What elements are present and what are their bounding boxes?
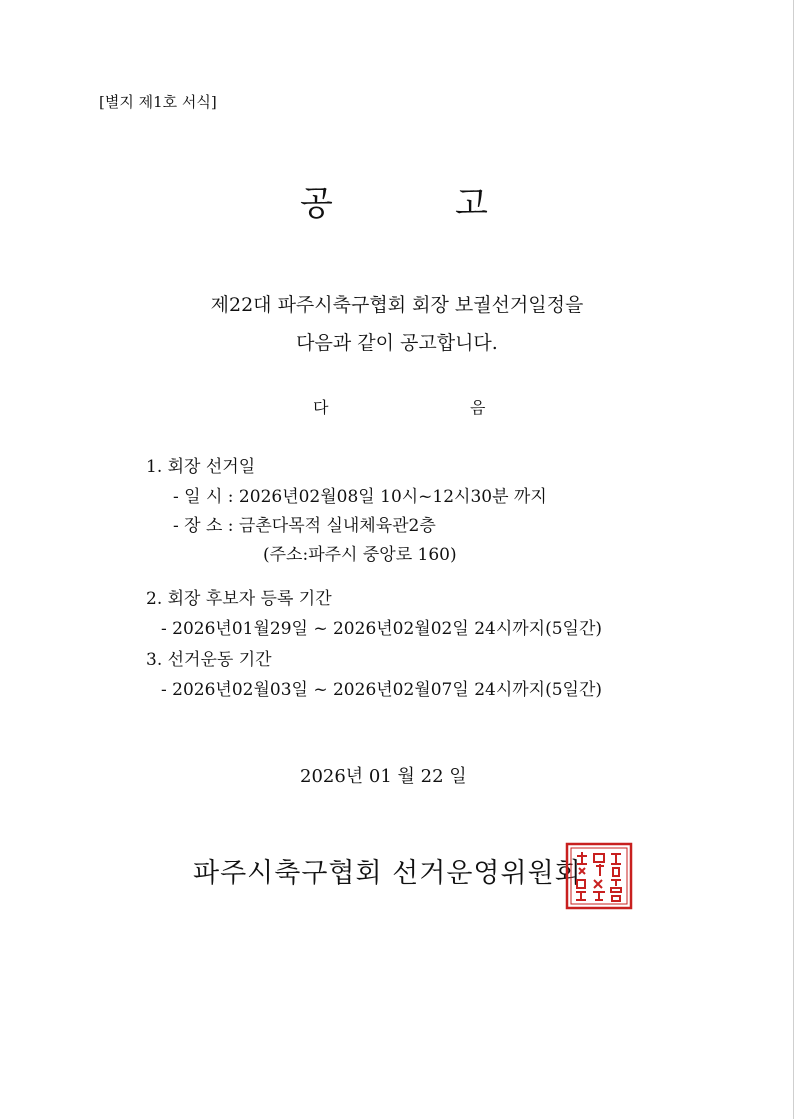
heading-char-1: 다	[313, 398, 329, 417]
section-2-period: - 2026년01월29일 ~ 2026년02월02일 24시까지(5일간)	[161, 619, 603, 639]
section-3-title: 3. 선거운동 기간	[146, 650, 272, 670]
section-1-date-line: - 일 시 : 2026년02월08일 10시~12시30분 까지	[173, 487, 547, 507]
notice-date: 2026년 01 월 22 일	[300, 766, 467, 787]
form-label: [별지 제1호 서식]	[99, 93, 217, 111]
section-2-title: 2. 회장 후보자 등록 기간	[146, 589, 332, 609]
section-3-period: - 2026년02월03일 ~ 2026년02월07일 24시까지(5일간)	[161, 680, 603, 700]
signature-organization: 파주시축구협회 선거운영위원회	[193, 858, 582, 889]
notice-title-char-1: 공	[300, 184, 333, 224]
notice-title-char-2: 고	[455, 184, 488, 224]
lead-line-2: 다음과 같이 공고합니다.	[296, 332, 498, 354]
official-seal-icon	[565, 842, 633, 910]
section-1-title: 1. 회장 선거일	[146, 457, 256, 477]
heading-char-2: 음	[470, 398, 486, 417]
section-1-place-line: - 장 소 : 금촌다목적 실내체육관2층	[173, 516, 436, 536]
section-1-address-line: (주소:파주시 중앙로 160)	[263, 545, 457, 565]
lead-line-1: 제22대 파주시축구협회 회장 보궐선거일정을	[210, 294, 584, 316]
